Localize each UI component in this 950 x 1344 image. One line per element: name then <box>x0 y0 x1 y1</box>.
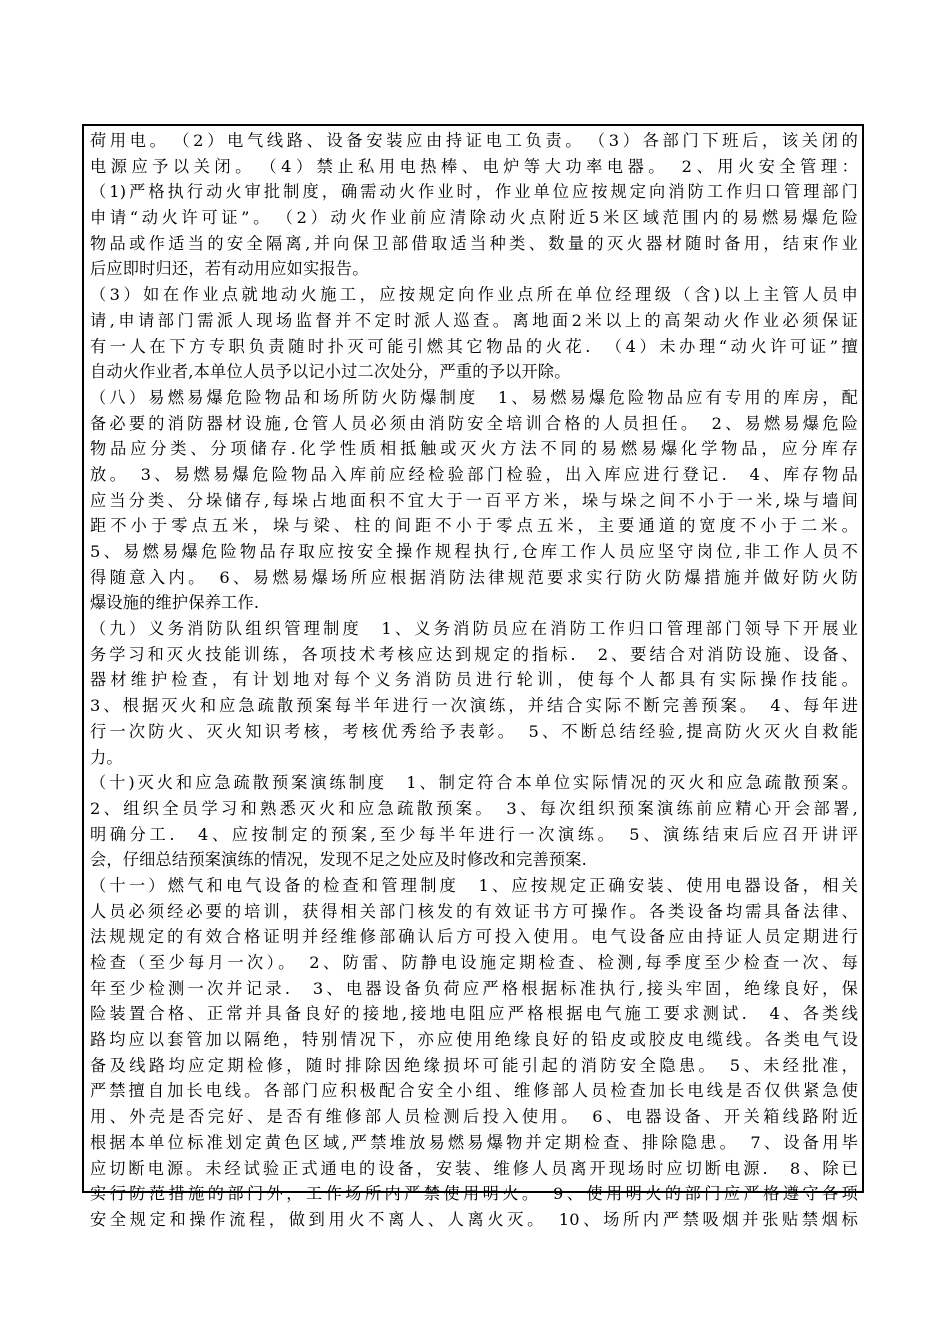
text-line: 后应即时归还，若有动用应如实报告。 <box>90 259 369 279</box>
text-line: 应当分类、分垛储存,每垛占地面积不宜大于一百平方米，垛与垛之间不小于一米,垛与墙间 <box>90 490 858 510</box>
text-line: 放。 3、易燃易爆危险物品入库前应经检验部门检验，出入库应进行登记. 4、库存物品 <box>90 464 858 484</box>
text-line: 法规规定的有效合格证明并经维修部确认后方可投入使用。电气设备应由持证人员定期进行 <box>90 927 858 947</box>
text-line: 5、易燃易爆危险物品存取应按安全操作规程执行,仓库工作人员应坚守岗位,非工作人员不 <box>90 542 858 561</box>
text-line: 实行防范措施的部门外，工作场所内严禁使用明火。 9、使用明火的部门应严格遵守各项 <box>90 1184 858 1204</box>
document-frame <box>82 124 864 1229</box>
text-line: 电源应予以关闭。 （4）禁止私用电热棒、电炉等大功率电器。 2、用火安全管理： <box>90 156 858 176</box>
text-line: 路均应以套管加以隔绝，特别情况下，亦应使用绝缘良好的铅皮或胶皮电缆线。各类电气设 <box>90 1030 858 1050</box>
text-line: 安全规定和操作流程，做到用火不离人、人离火灭。 10、场所内严禁吸烟并张贴禁烟标 <box>90 1209 858 1229</box>
text-line: 会，仔细总结预案演练的情况，发现不足之处应及时修改和完善预案. <box>90 850 587 870</box>
text-line: 申请“动火许可证”。 （2）动火作业前应清除动火点附近5米区域范围内的易燃易爆危险 <box>90 208 858 228</box>
text-line: （十一）燃气和电气设备的检查和管理制度 1、应按规定正确安装、使用电器设备，相关 <box>90 875 858 895</box>
text-line: 明确分工. 4、应按制定的预案,至少每半年进行一次演练。 5、演练结束后应召开讲评 <box>90 824 858 844</box>
text-line: （十)灭火和应急疏散预案演练制度 1、制定符合本单位实际情况的灭火和应急疏散预案。 <box>90 773 858 793</box>
text-line: 务学习和灭火技能训练，各项技术考核应达到规定的指标. 2、要结合对消防设施、设备、 <box>90 644 858 664</box>
text-line: 得随意入内。 6、易燃易爆场所应根据消防法律规范要求实行防火防爆措施并做好防火防 <box>90 567 858 587</box>
text-line: （1)严格执行动火审批制度，确需动火作业时，作业单位应按规定向消防工作归口管理部门 <box>90 182 858 202</box>
text-line: 物品或作适当的安全隔离,并向保卫部借取适当种类、数量的灭火器材随时备用，结束作业 <box>90 233 858 253</box>
text-line: （九）义务消防队组织管理制度 1、义务消防员应在消防工作归口管理部门领导下开展业 <box>90 619 858 639</box>
text-line: 备必要的消防器材设施,仓管人员必须由消防安全培训合格的人员担任。 2、易燃易爆危险 <box>90 413 858 433</box>
text-line: 请,申请部门需派人现场监督并不定时派人巡查。离地面2米以上的高架动火作业必须保证 <box>90 310 858 330</box>
document-body <box>90 128 858 1233</box>
text-line: 距不小于零点五米，垛与梁、柱的间距不小于零点五米，主要通道的宽度不小于二米。 <box>90 516 858 536</box>
text-line: 2、组织全员学习和熟悉灭火和应急疏散预案。 3、每次组织预案演练前应精心开会部署, <box>90 798 858 818</box>
text-line: 自动火作业者,本单位人员予以记小过二次处分，严重的予以开除。 <box>90 362 571 382</box>
text-line: 物品应分类、分项储存.化学性质相抵触或灭火方法不同的易燃易爆化学物品，应分库存 <box>90 439 858 459</box>
text-line: 人员必须经必要的培训，获得相关部门核发的有效证书方可操作。各类设备均需具备法律、 <box>90 901 858 921</box>
text-line: 严禁擅自加长电线。各部门应积极配合安全小组、维修部人员检查加长电线是否仅供紧急使 <box>90 1081 858 1101</box>
text-line: 荷用电。 （2）电气线路、设备安装应由持证电工负责。 （3）各部门下班后，该关闭的 <box>90 131 858 150</box>
text-line: 应切断电源。未经试验正式通电的设备，安装、维修人员离开现场时应切断电源. 8、除已 <box>90 1158 858 1178</box>
text-line: 行一次防火、灭火知识考核，考核优秀给予表彰。 5、不断总结经验,提高防火灭火自救能 <box>90 721 858 741</box>
text-line: 年至少检测一次并记录. 3、电器设备负荷应严格根据标准执行,接头牢固，绝缘良好，保 <box>90 978 858 998</box>
text-line: 检查（至少每月一次）。 2、防雷、防静电设施定期检查、检测,每季度至少检查一次、每 <box>90 953 858 972</box>
text-line: 有一人在下方专职负责随时扑灭可能引燃其它物品的火花. （4）未办理“动火许可证”擅 <box>90 336 858 356</box>
text-line: 备及线路均应定期检修，随时排除因绝缘损坏可能引起的消防安全隐患。 5、未经批准， <box>90 1055 858 1075</box>
text-line: 力。 <box>90 747 123 767</box>
text-line: 险装置合格、正常并具备良好的接地,接地电阻应严格根据电气施工要求测试. 4、各类线 <box>90 1004 858 1024</box>
text-line: 根据本单位标准划定黄色区域,严禁堆放易燃易爆物并定期检查、排除隐患。 7、设备用毕 <box>90 1132 858 1152</box>
text-line: 用、外壳是否完好、是否有维修部人员检测后投入使用。 6、电器设备、开关箱线路附近 <box>90 1107 858 1127</box>
text-line: （八）易燃易爆危险物品和场所防火防爆制度 1、易燃易爆危险物品应有专用的库房，配 <box>90 387 858 407</box>
text-line: 3、根据灭火和应急疏散预案每半年进行一次演练，并结合实际不断完善预案。 4、每年进 <box>90 696 858 716</box>
text-line: 爆设施的维护保养工作. <box>90 593 260 613</box>
text-line: 器材维护检查，有计划地对每个义务消防员进行轮训，使每个人都具有实际操作技能。 <box>90 670 858 690</box>
text-line: （3）如在作业点就地动火施工，应按规定向作业点所在单位经理级（含)以上主管人员申 <box>90 285 858 305</box>
